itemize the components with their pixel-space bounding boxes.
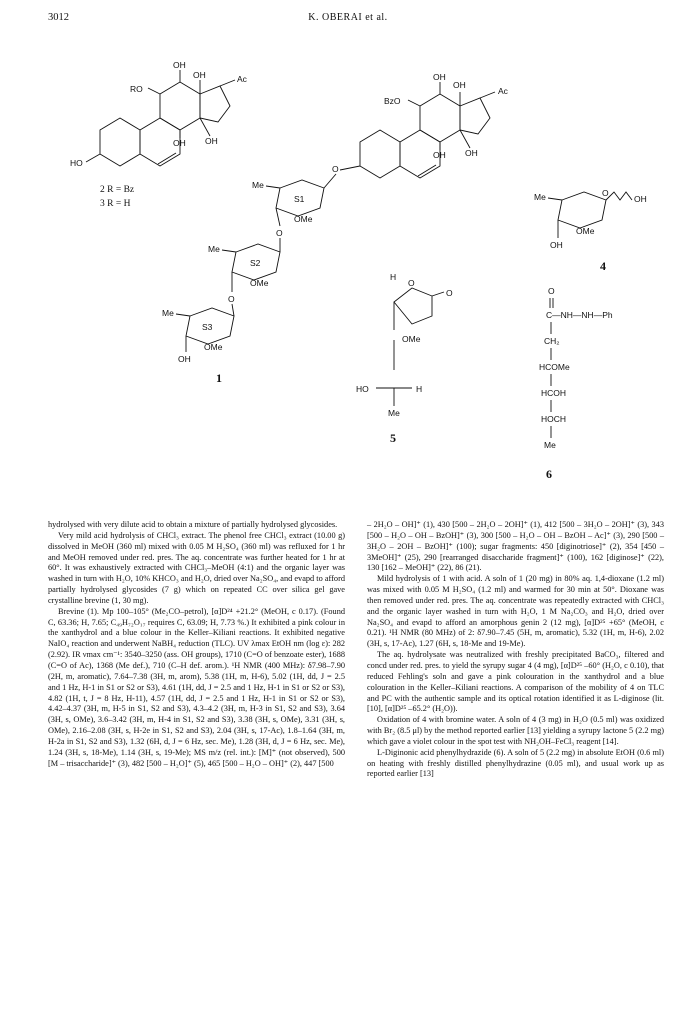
ac-label: Ac: [237, 74, 247, 84]
ro-label: RO: [130, 84, 143, 94]
hydrazide-line-0: C—NH—NH—Ph: [546, 310, 613, 320]
page-number: 3012: [48, 12, 69, 23]
oh-label: OH: [173, 60, 186, 70]
o-label: O: [228, 294, 235, 304]
s3-label: S3: [202, 322, 213, 332]
s2-label: S2: [250, 258, 261, 268]
paragraph: Very mild acid hydrolysis of CHCl₃ extract. The phenol free CHCl₃ extract (10.00 g) dissolved in MeOH (360 ml) mixed with 0.05 M H₂SO₄ (360 ml) was refluxed for 1 hr and MeOH removed under red. pres. The aq. concentrate was further heated for 1 hr at 60°. It was exhaustively extracted with CHCl₃–MeOH (4:1) and the organic layer was washed in turn with H₂O, 10% KHCO₃ and H₂O, dried over Na₂SO₄, and evapd to afford partially hydrolysed glycosides (7 g) which on repeated CC over silica gel gave crystalline brevine (1, 30 mg).: [48, 530, 345, 605]
body-column-left: [48, 520, 345, 769]
paragraph: L-Diginonic acid phenylhydrazide (6). A soln of 5 (2.2 mg) in absolute EtOH (0.6 ml) on heating with freshly distilled phenylhydrazine (0.05 ml), and usual work up as reported earlier [13]: [367, 747, 664, 779]
oh-label: OH: [465, 148, 478, 158]
ho-label: HO: [70, 158, 83, 168]
o-label: O: [276, 228, 283, 238]
ome-label: OMe: [576, 226, 595, 236]
me-label: Me: [252, 180, 264, 190]
compound-4: [534, 188, 647, 273]
compound-5-number: 5: [390, 431, 396, 445]
o-label: O: [332, 164, 339, 174]
ome-label: OMe: [294, 214, 313, 224]
oh-label: OH: [453, 80, 466, 90]
oh-label: OH: [205, 136, 218, 146]
me-label: Me: [208, 244, 220, 254]
hydrazide-line-4: HOCH: [541, 414, 567, 424]
me-label: Me: [388, 408, 400, 418]
o-label: O: [446, 288, 453, 298]
h-label: H: [390, 272, 397, 282]
me-label: Me: [162, 308, 174, 318]
compound-5: [356, 272, 453, 445]
paragraph: The aq. hydrolysate was neutralized with freshly precipitated BaCO₃, filtered and concd under red. pres. to yield the syrupy sugar 4 (4 mg), [α]D²⁵ –60° (H₂O, c 0.10), that reduced Fehling's soln and gave a pink colouration in the xanthydrol and a blue colouration in the Keller–Kiliani reactions. A comparison of the mobility of 4 on TLC and PC with the authentic sample and its optical rotation identified it as L-diginose (lit. [10], [α]D²⁵ –65.2° (H₂O)).: [367, 650, 664, 714]
hydrazide-line-3: HCOH: [541, 388, 567, 398]
compound-3-label: 3 R = H: [100, 199, 131, 209]
s1-label: S1: [294, 194, 305, 204]
compound-2-label: 2 R = Bz: [100, 185, 135, 195]
hydrazide-line-2: HCOMe: [539, 362, 570, 372]
running-head: K. OBERAI et al.: [308, 12, 388, 23]
oh-label: OH: [433, 150, 446, 160]
paragraph: Mild hydrolysis of 1 with acid. A soln of 1 (20 mg) in 80% aq. 1,4-dioxane (1.2 ml) was mixed with 0.05 M H₂SO₄ (1.2 ml) and warmed for 30 min at 50°. Dioxane was then removed under red. pres. The aq. concentrate was repeatedly extracted with CHCl₃ and the organic layer washed in turn with H₂O, 1 M Na₂CO₃ and H₂O, dried over Na₂SO₄ and evapd to afford an amorphous genin 2 (12 mg), [α]D²⁵ +65° (MeOH, c 0.21). ¹H NMR (80 MHz) of 2: δ7.90–7.45 (5H, m, aromatic), 5.32 (1H, m, H-6), 2.02 (3H, s, 17-Ac), 1.27 (6H, s, 18-Me and 19-Me).: [367, 574, 664, 649]
sugar-s2: [208, 238, 280, 304]
ome-label: OMe: [204, 342, 223, 352]
ac-label: Ac: [498, 86, 508, 96]
oh-label: OH: [550, 240, 563, 250]
hydrazide-line-1: CH₂: [544, 336, 560, 346]
paragraph: Brevine (1). Mp 100–105° (Me₂CO–petrol), [α]D²⁴ +21.2° (MeOH, c 0.17). (Found C, 63.36; H, 7.65; C₄₉H₇₂O₁₇ requires C, 63.09; H, 7.73 %.) It exhibited a pink colour in the xanthydrol and a blue colour in the Keller–Kiliani reactions. It exhibited negative NaIO₄ reaction and underwent NaBH₄ reduction (TLC). UV λmax EtOH nm (log ε): 282 (2.92). IR νmax cm⁻¹: 3540–3250 (ass. OH groups), 1710 (C=O of benzoate ester), 1688 (C=O of Ac), 1368 (Me def.), 710 (C–H def. arom.). ¹H NMR (400 MHz): δ7.98–7.90 (2H, m, aromatic), 7.64–7.38 (3H, m, arom), 5.38 (1H, m, H-6), 5.02 (1H, dd, J = 2.5 and 1 Hz, H-1 in S1 or S2 or S3), 4.61 (1H, dd, J = 2.5 and 1 Hz, H-1 in S1 or S2 or S3), 4.82 (1H, t, J = 8 Hz, H-11), 4.57 (1H, dd, J = 2.5 and 1 Hz, H-1 in S1 or S2 or S3), 4.42–4.37 (3H, m, H-5 in S1, S2 and S3), 4.3–4.2 (3H, m, H-3 in S1, S2 and S3), 3.64 (3H, s, OMe), 3.6–3.42 (3H, m, H-4 in S1, S2 and S3), 3.38 (3H, s, OMe), 3.31 (3H, s, OMe), 2.16–2.08 (3H, s, H-2e in S1, S2 and S3), 2.04 (3H, s, 17-Ac), 1.8–1.64 (3H, m, H-2a in S1, S2 and S3), 1.32 (6H, d, J = 6 Hz, sec. Me), 1.28 (3H, d, J = 6 Hz, sec. Me), 1.24 (3H, s, 18-Me), 1.14 (3H, s, 19-Me); MS m/z (rel. int.): [M]⁺ (not observed), 500 [M – trisaccharide]⁺ (3), 482 [500 – H₂O]⁺ (5), 465 [500 – H₂O – OH]⁺ (2), 447 [500: [48, 606, 345, 768]
compound-4-number: 4: [600, 259, 606, 273]
ho-label: HO: [356, 384, 369, 394]
o-label: O: [602, 188, 609, 198]
oh-label: OH: [433, 72, 446, 82]
me-label: Me: [534, 192, 546, 202]
sugar-s1: [252, 174, 336, 238]
body-column-right: [367, 520, 664, 780]
sugar-s3: [162, 304, 234, 385]
o-label: O: [408, 278, 415, 288]
bzo-label: BzO: [384, 96, 401, 106]
compound-1-number: 1: [216, 371, 222, 385]
oh-label: OH: [178, 354, 191, 364]
chemical-structures-figure: [40, 40, 680, 500]
oh-label: OH: [193, 70, 206, 80]
compound-6: [539, 286, 613, 481]
hydrazide-line-5: Me: [544, 440, 556, 450]
o-label: O: [548, 286, 555, 296]
h-label: H: [416, 384, 423, 394]
paragraph: Oxidation of 4 with bromine water. A soln of 4 (3 mg) in H₂O (0.5 ml) was oxidized with Br₂ (8.5 μl) by the method reported earlier [13] yielding a syrupy lactone 5 (2.2 mg) which gave a violet colour in the spot test with NH₂OH–FeCl₃ reagent [14].: [367, 715, 664, 746]
steroid-brevine-1: [332, 72, 509, 178]
paragraph: – 2H₂O – OH]⁺ (1), 430 [500 – 2H₂O – 2OH]⁺ (1), 412 [500 – 3H₂O – 2OH]⁺ (3), 343 [500 – H₂O – OH – BzOH]⁺ (3), 300 [500 – H₂O – OH – BzOH – Ac]⁺ (3), 290 [500 – 3H₂O – 2OH – BzOH]⁺ (100); sugar fragments: 450 [diginotriose]⁺ (2), 354 [450 – 3MeOH]⁺ (25), 290 [rearranged disaccharide fragment]⁺ (100), 162 [diginose]⁺ (22), 130 [162 – MeOH]⁺ (22), 86 (21).: [367, 520, 664, 573]
steroid-2-3: [70, 60, 248, 209]
ome-label: OMe: [250, 278, 269, 288]
paragraph: hydrolysed with very dilute acid to obtain a mixture of partially hydrolysed glycosides.: [48, 520, 338, 529]
ome-label: OMe: [402, 334, 421, 344]
oh-label: OH: [634, 194, 647, 204]
oh-label: OH: [173, 138, 186, 148]
compound-6-number: 6: [546, 467, 552, 481]
